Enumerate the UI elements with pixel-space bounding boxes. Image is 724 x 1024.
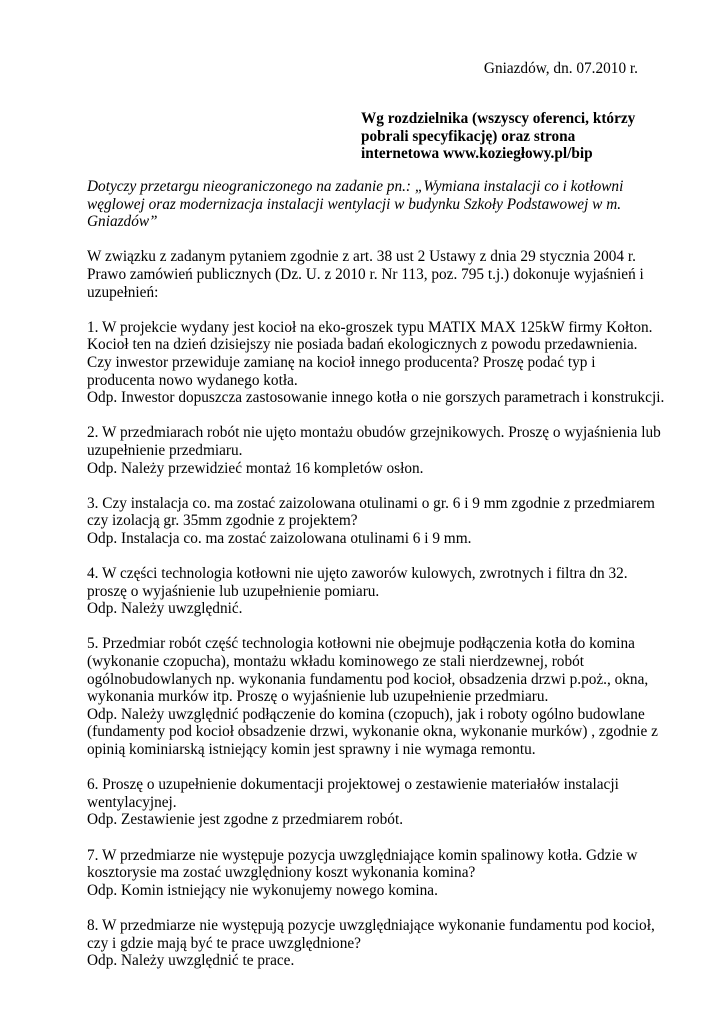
answer-line: Odp. Instalacja co. ma zostać zaizolowana otulinami 6 i 9 mm. [87,529,472,547]
answer-line: opinią kominiarską istniejący komin jest sprawny i nie wymaga remontu. [87,741,536,758]
item-line: 3. Czy instalacja co. ma zostać zaizolowana otulinami o gr. 6 i 9 mm zgodnie z przedmiarem [87,494,655,512]
document-date: Gniazdów, dn. 07.2010 r. [483,60,638,77]
item-line: 7. W przedmiarze nie występuje pozycja uwzględniające komin spalinowy kotła. Gdzie w [87,846,638,864]
item-line: 4. W części technologia kotłowni nie ujęto zaworów kulowych, zwrotnych i filtra dn 32. [87,565,628,583]
item-line: proszę o wyjaśnienie lub uzupełnienie pomiaru. [87,582,380,600]
intro-paragraph [87,248,647,301]
item-line: 8. W przedmiarze nie występują pozycje uwzględniające wykonanie fundamentu pod kocioł, [87,916,655,934]
question-item-4 [87,565,647,618]
item-line: kosztorysie ma zostać uwzględniony koszt wykonania komina? [87,864,476,882]
question-item-3 [87,494,655,548]
item-line: 1. W projekcie wydany jest kocioł na eko-groszek typu MATIX MAX 125kW firmy Kołton. [87,318,653,336]
answer-line: Odp. Inwestor dopuszcza zastosowanie innego kotła o nie gorszych parametrach i konstrukcji. [87,389,665,407]
answer-line: Odp. Zestawienie jest zgodne z przedmiarem robót. [87,811,404,829]
answer-line: Odp. Należy uwzględnić te prace. [87,952,295,970]
recipient-line: internetowa www.koziegłowy.pl/bip [361,145,593,163]
question-item-1 [87,318,665,407]
subject-paragraph [87,178,647,231]
item-line: czy i gdzie mają być te prace uwzględnione? [87,934,361,952]
item-line: wentylacyjnej. [87,793,177,811]
item-line: wykonania murków itp. Proszę o wyjaśnienie lub uzupełnienie przedmiaru. [87,688,549,706]
question-item-6 [87,776,647,829]
item-line: uzupełnienie przedmiaru. [87,441,243,459]
subject-line: węglowej oraz modernizacja instalacji wentylacji w budynku Szkoły Podstawowej w m. [87,195,622,213]
item-line: ogólnobudowlanych np. wykonania fundamentu pod kocioł, obsadzenia drzwi p.poż., okna, [87,670,649,688]
question-item-5 [87,635,658,758]
item-line: 5. Przedmiar robót część technologia kotłowni nie obejmuje podłączenia kotła do komina [87,635,635,653]
subject-line: Gniazdów” [87,213,158,231]
item-line: 2. W przedmiarach robót nie ujęto montażu obudów grzejnikowych. Proszę o wyjaśnienia lub [87,424,661,442]
intro-line: Prawo zamówień publicznych (Dz. U. z 2010 r. Nr 113, poz. 795 t.j.) dokonuje wyjaśnień i [87,265,644,283]
subject-line: Dotyczy przetargu nieograniczonego na zadanie pn.: „Wymiana instalacji co i kotłowni [87,178,624,195]
recipient-block [361,110,641,163]
item-line: (wykonanie czopucha), montażu wkładu kominowego ze stali nierdzewnej, robót [87,653,584,671]
intro-line: uzupełnień: [87,283,159,301]
answer-line: (fundamenty pod kocioł obsadzenie drzwi, wykonanie okna, wykonanie murków) , zgodnie z [87,723,658,741]
question-item-2 [87,424,661,477]
item-line: czy izolacją gr. 35mm zgodnie z projektem? [87,512,358,530]
document-body [87,178,665,987]
question-item-7 [87,847,647,900]
answer-line: Odp. Komin istniejący nie wykonujemy nowego komina. [87,881,438,899]
item-line: Czy inwestor przewiduje zamianę na kocioł innego producenta? Proszę podać typ i [87,353,596,371]
item-line: producenta nowo wydanego kotła. [87,371,298,389]
recipient-line: Wg rozdzielnika (wszyscy oferenci, którzy [361,110,636,127]
answer-line: Odp. Należy przewidzieć montaż 16 kompletów osłon. [87,459,424,477]
question-item-8 [87,916,655,970]
item-line: Kocioł ten na dzień dzisiejszy nie posiada badań ekologicznych z powodu przedawnienia. [87,336,638,354]
recipient-line: pobrali specyfikację) oraz strona [361,127,576,145]
item-line: 6. Proszę o uzupełnienie dokumentacji projektowej o zestawienie materiałów instalacji [87,776,619,794]
answer-line: Odp. Należy uwzględnić podłączenie do komina (czopuch), jak i roboty ogólno budowlane [87,705,645,723]
intro-line: W związku z zadanym pytaniem zgodnie z art. 38 ust 2 Ustawy z dnia 29 stycznia 2004 r. [87,248,636,266]
answer-line: Odp. Należy uwzględnić. [87,600,243,618]
